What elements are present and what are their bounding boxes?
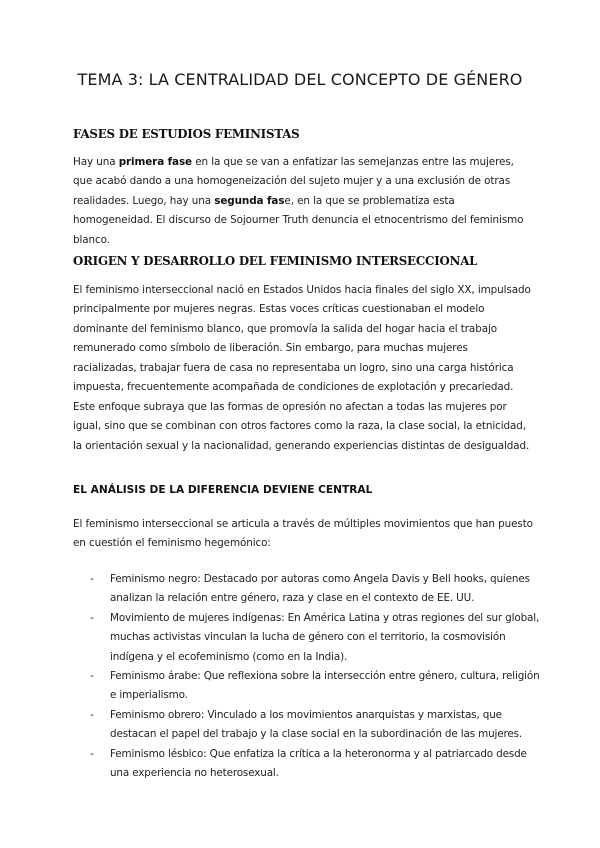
term-primera-fase: primera fase	[118, 156, 193, 168]
section-heading-fases: FASES DE ESTUDIOS FEMINISTAS	[73, 127, 300, 141]
section-heading-origen: ORIGEN Y DESARROLLO DEL FEMINISMO INTERSECCIONAL	[73, 254, 478, 268]
section-heading-analisis: EL ANÁLISIS DE LA DIFERENCIA DEVIENE CENTRAL	[73, 484, 373, 496]
paragraph-fases-text-a: Hay una	[73, 156, 119, 168]
list-item-text: Feminismo obrero: Vinculado a los movimientos anarquistas y marxistas, que destacan el papel del trabajo y la clase social en la subordinación de las mujeres.	[110, 708, 523, 741]
list-bullet: -	[90, 670, 94, 683]
paragraph-origen-1: El feminismo interseccional nació en Estados Unidos hacia finales del siglo XX, impulsado principalmente por mujeres negras. Estas voces críticas cuestionaban el modelo dominante del feminismo blanco, que promovía la salida del hogar hacia el trabajo remunerado como símbolo de liberación. Sin embargo, para muchas mujeres racializadas, trabajar fuera de casa no representaba un logro, sino una carga histórica impuesta, frecuentemente acompañada de condiciones de explotación y precariedad.	[73, 284, 531, 394]
list-bullet: -	[90, 708, 94, 721]
list-item-text: Feminismo árabe: Que reflexiona sobre la intersección entre género, cultura, religión e imperialismo.	[110, 670, 540, 702]
paragraph-analisis-intro: El feminismo interseccional se articula a través de múltiples movimientos que han puesto en cuestión el feminismo hegemónico:	[73, 518, 533, 550]
page-title: TEMA 3: LA CENTRALIDAD DEL CONCEPTO DE GÉNERO	[77, 70, 523, 89]
list-item	[73, 570, 543, 609]
list-item	[73, 745, 543, 784]
paragraph-fases	[73, 153, 533, 250]
list-bullet: -	[90, 747, 94, 760]
list-item	[73, 706, 543, 745]
term-segunda-fase: segunda fas	[214, 194, 285, 207]
list-item	[73, 667, 543, 706]
movements-list	[73, 570, 543, 783]
list-item-text: Movimiento de mujeres indígenas: En América Latina y otras regiones del sur global, muchas activistas vinculan la lucha de género con el territorio, la cosmovisión indígena y el ecofeminismo (como en la India).	[110, 611, 540, 663]
list-item-text: Feminismo negro: Destacado por autoras como Angela Davis y Bell hooks, quienes analizan la relación entre género, raza y clase en el contexto de EE. UU.	[110, 573, 530, 605]
list-item-text: Feminismo lésbico: Que enfatiza la crítica a la heteronorma y al patriarcado desde una experiencia no heterosexual.	[110, 747, 527, 780]
list-bullet: -	[90, 611, 94, 624]
list-bullet: -	[90, 573, 94, 585]
paragraph-fases-text-e: e, en la que se problematiza esta homogeneidad. El discurso de Sojourner Truth denuncia el etnocentrismo del feminismo blanco.	[73, 194, 524, 246]
list-item	[73, 609, 543, 667]
paragraph-origen-2: Este enfoque subraya que las formas de opresión no afectan a todas las mujeres por igual, sino que se combinan con otros factores como la raza, la clase social, la etnicidad, la orientación sexual y la nacionalidad, generando experiencias distintas de desigualdad.	[73, 401, 530, 452]
paragraph-fases-text-c: en la que se van a enfatizar las semejanzas entre las mujeres, que acabó dando a una homogeneización del sujeto mujer y a una exclusión de otras realidades. Luego, hay una	[73, 156, 514, 207]
